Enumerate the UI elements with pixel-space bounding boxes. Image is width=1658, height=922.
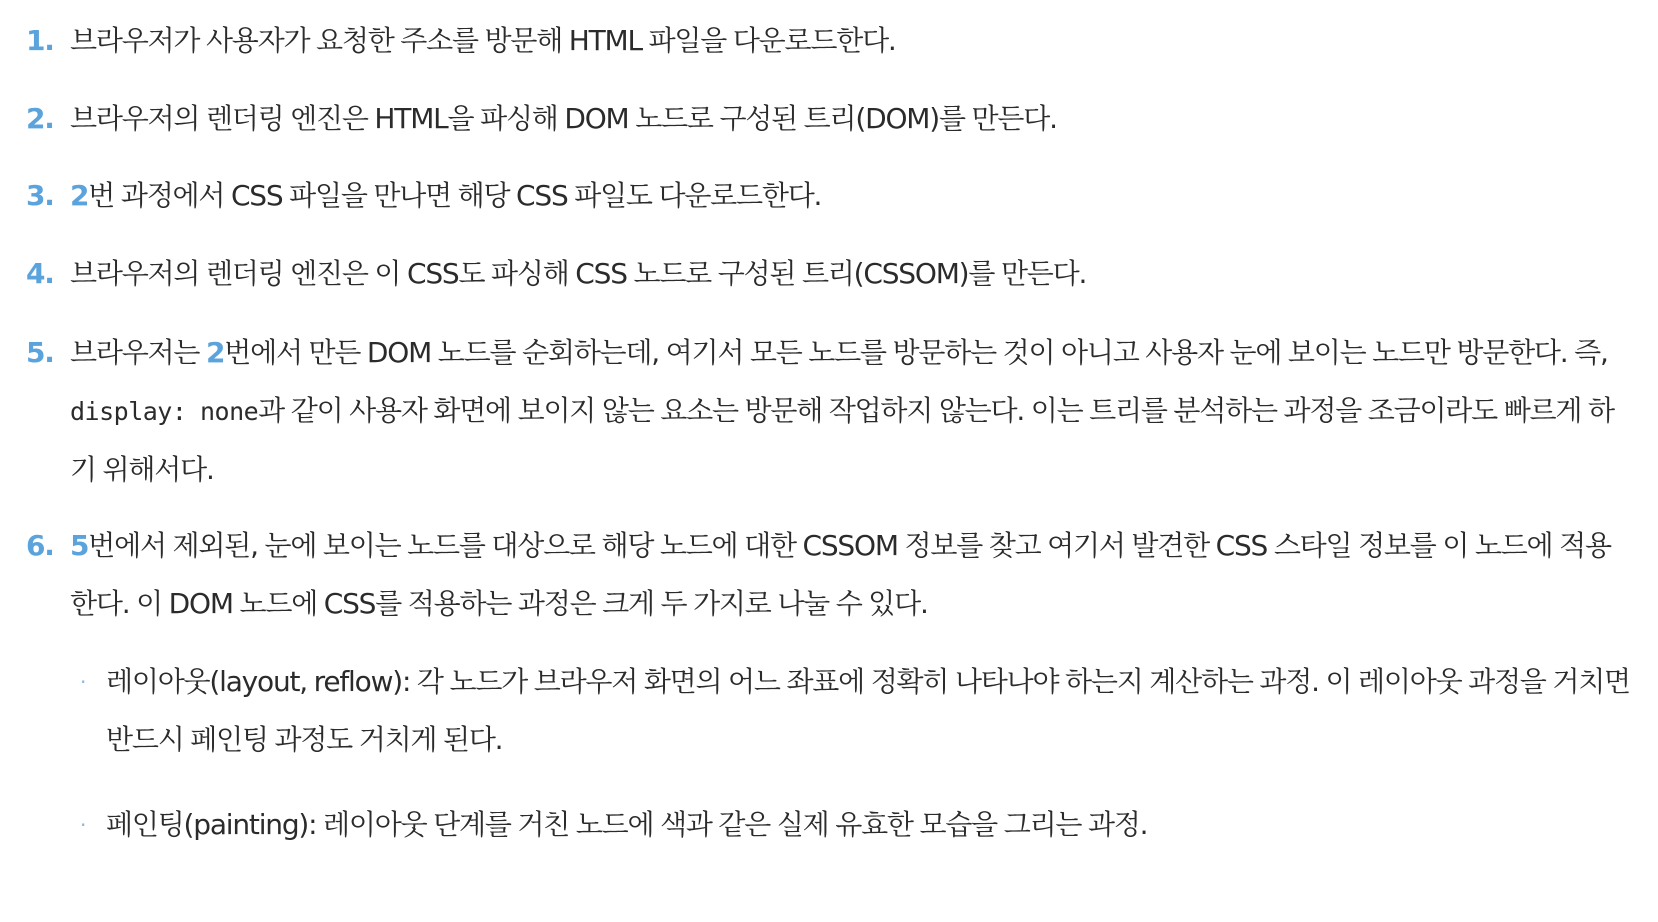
- step-number: 6.: [26, 529, 54, 562]
- step-1: [26, 12, 1636, 70]
- step-number: 4.: [26, 257, 54, 290]
- step-text: 번에서 제외된, 눈에 보이는 노드를 대상으로 해당 노드에 대한 CSSOM 정보를 찾고 여기서 발견한 CSS 스타일 정보를 이 노드에 적용한다. 이 DOM 노드에 CSS를 적용하는 과정은 크게 두 가지로 나눌 수 있다.: [70, 529, 1611, 620]
- step-6: [26, 517, 1636, 633]
- bullet-dot-icon: ·: [80, 670, 86, 694]
- step-text-wrap: [70, 517, 1636, 633]
- step-reference-number: 5: [70, 529, 89, 562]
- bullet-painting: [80, 796, 1640, 854]
- bullet-text: 레이아웃(layout, reflow): 각 노드가 브라우저 화면의 어느 좌표에 정확히 나타나야 하는지 계산하는 과정. 이 레이아웃 과정을 거치면 반드시 페인팅 과정도 거치게 된다.: [106, 665, 1630, 756]
- step-text: 브라우저의 렌더링 엔진은 이 CSS도 파싱해 CSS 노드로 구성된 트리(CSSOM)를 만든다.: [70, 257, 1087, 290]
- inline-code: display: none: [70, 397, 259, 426]
- step-text-wrap: [70, 167, 1636, 225]
- step-number: 2.: [26, 102, 54, 135]
- step-text: 브라우저의 렌더링 엔진은 HTML을 파싱해 DOM 노드로 구성된 트리(DOM)를 만든다.: [70, 102, 1057, 135]
- step-text-prefix: 브라우저는: [70, 336, 206, 369]
- step-reference-number: 2: [70, 179, 89, 212]
- bullet-dot-icon: ·: [80, 813, 86, 837]
- step-3: [26, 167, 1636, 225]
- step-reference-number: 2: [205, 336, 225, 369]
- step-text-wrap: [70, 324, 1636, 499]
- step-text-part-a: 번에서 만든 DOM 노드를 순회하는데, 여기서 모든 노드를 방문하는 것이 아니고 사용자 눈에 보이는 노드만 방문한다. 즉,: [224, 336, 1608, 369]
- bullet-text: 페인팅(painting): 레이아웃 단계를 거친 노드에 색과 같은 실제 유효한 모습을 그리는 과정.: [106, 808, 1148, 841]
- step-text-part-b: 과 같이 사용자 화면에 보이지 않는 요소는 방문해 작업하지 않는다. 이는 트리를 분석하는 과정을 조금이라도 빠르게 하기 위해서다.: [70, 394, 1614, 486]
- step-5: [26, 324, 1636, 499]
- step-4: [26, 245, 1636, 303]
- step-text: 브라우저가 사용자가 요청한 주소를 방문해 HTML 파일을 다운로드한다.: [70, 24, 896, 57]
- step-number: 3.: [26, 179, 54, 212]
- step-text: 번 과정에서 CSS 파일을 만나면 해당 CSS 파일도 다운로드한다.: [88, 179, 822, 212]
- bullet-layout: [80, 653, 1640, 769]
- step-number: 1.: [26, 24, 54, 57]
- step-2: [26, 90, 1636, 148]
- step-number: 5.: [26, 336, 54, 369]
